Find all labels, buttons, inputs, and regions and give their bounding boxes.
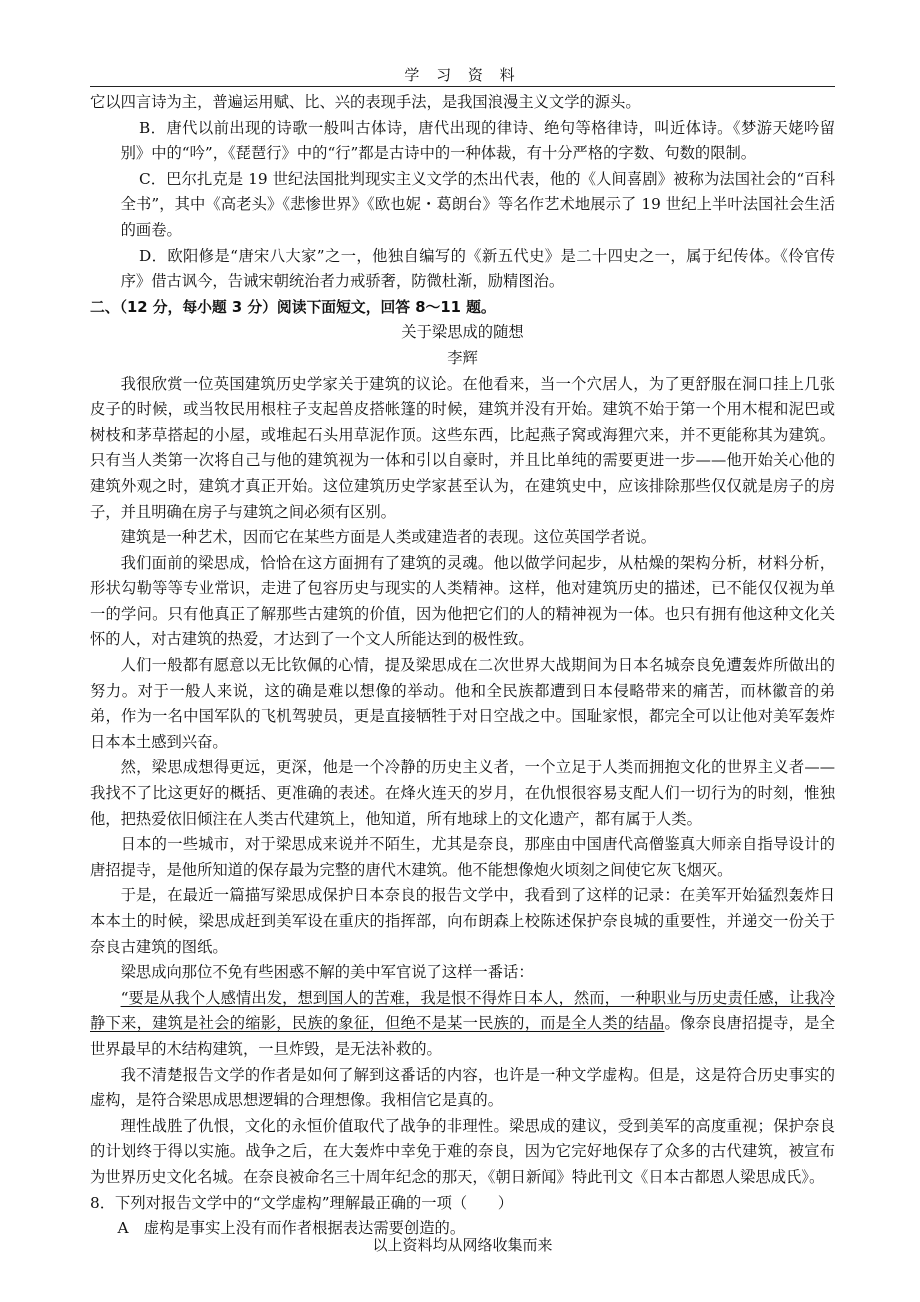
- article-paragraph-11: 理性战胜了仇恨，文化的永恒价值取代了战争的非理性。梁思成的建议，受到美军的高度重视；保护奈良的计划终于得以实施。战争之后，在大轰炸中幸免于难的奈良，因为它完好地保存了众多的古代建筑，被宣布为世界历史文化名城。在奈良被命名三十周年纪念的那天，《朝日新闻》特此刊文《日本古都恩人梁思成氏》。: [90, 1116, 835, 1186]
- underlined-quote: “要是从我个人感情出发，想到国人的苦难，我是恨不得炸日本人，然而，一种职业与历史责任感，让我冷静下来，建筑是社会的缩影，民族的象征，但绝不是某一民族的，而是全人类的结晶: [90, 988, 835, 1033]
- article-paragraph-7: 于是，在最近一篇描写梁思成保护日本奈良的报告文学中，我看到了这样的记录：在美军开始猛烈轰炸日本本土的时候，梁思成赶到美军设在重庆的指挥部，向布朗森上校陈述保护奈良城的重要性，并递交一份关于奈良古建筑的图纸。: [90, 886, 835, 956]
- article-paragraph-8: 梁思成向那位不免有些困惑不解的美中军官说了这样一番话：: [120, 963, 534, 982]
- page-footer: 以上资料均从网络收集而来: [372, 1236, 553, 1254]
- article-paragraph-9: [90, 986, 835, 1063]
- article-paragraph-4: 人们一般都有愿意以无比钦佩的心情，提及梁思成在二次世界大战期间为日本名城奈良免遭轰炸所做出的努力。对于一般人来说，这的确是难以想像的举动。他和全民族都遭到日本侵略带来的痛苦，而林徽音的弟弟，作为一名中国军队的飞机驾驶员，更是直接牺牲于对日空战之中。国耻家恨，都完全可以让他对美军轰炸日本本土感到兴奋。: [90, 656, 835, 751]
- article-paragraph-1: 我很欣赏一位英国建筑历史学家关于建筑的议论。在他看来，当一个穴居人，为了更舒服在洞口挂上几张皮子的时候，或当牧民用根柱子支起兽皮搭帐篷的时候，建筑并没有开始。建筑不始于第一个用木棍和泥巴或树枝和茅草搭起的小屋，或堆起石头用草泥作顶。这些东西，比起燕子窝或海狸穴来，并不更能称其为建筑。只有当人类第一次将自己与他的建筑视为一体和引以自豪时，并且比单纯的需要更进一步——他开始关心他的建筑外观之时，建筑才真正开始。这位建筑历史学家甚至认为，在建筑史中，应该排除那些仅仅就是房子的房子，并且明确在房子与建筑之间必须有区别。: [90, 374, 835, 521]
- option-c: C．巴尔扎克是 19 世纪法国批判现实主义文学的杰出代表，他的《人间喜剧》被称为法国社会的“百科全书”，其中《高老头》《悲惨世界》《欧也妮・葛朗台》等名作艺术地展示了 19 世纪上半叶法国社会生活的画卷。: [120, 169, 835, 239]
- article-paragraph-10: 我不清楚报告文学的作者是如何了解到这番话的内容，也许是一种文学虚构。但是，这是符合历史事实的虚构，是符合梁思成思想逻辑的合理想像。我相信它是真的。: [90, 1065, 835, 1110]
- document-body: [90, 90, 835, 1242]
- paragraph-line-1: 它以四言诗为主，普遍运用赋、比、兴的表现手法，是我国浪漫主义文学的源头。: [90, 93, 641, 111]
- section-two-heading: 二、（12 分，每小题 3 分）阅读下面短文，回答 8～11 题。: [90, 298, 496, 316]
- option-b: B．唐代以前出现的诗歌一般叫古体诗，唐代出现的律诗、绝句等格律诗，叫近体诗。《梦游天姥吟留别》中的“吟”，《琵琶行》中的“行”都是古诗中的一种体裁，有十分严格的字数、句数的限制。: [120, 118, 835, 163]
- article-paragraph-6: 日本的一些城市，对于梁思成来说并不陌生，尤其是奈良，那座由中国唐代高僧鉴真大师亲自指导设计的唐招提寺，是他所知道的保存最为完整的唐代木建筑。他不能想像炮火顷刻之间使它灰飞烟灭。: [90, 835, 835, 879]
- header-rule: [90, 86, 835, 87]
- article-title: 关于梁思成的随想: [401, 323, 524, 342]
- article-paragraph-5: 然，梁思成想得更远，更深，他是一个冷静的历史主义者，一个立足于人类而拥抱文化的世界主义者——我找不了比这更好的概括、更准确的表述。在烽火连天的岁月，在仇恨很容易支配人们一切行为的时刻，惟独他，把热爱依旧倾注在人类古代建筑上，他知道，所有地球上的文化遗产，都有属于人类。: [90, 758, 835, 828]
- page-header: 学 习 资 料: [404, 66, 521, 84]
- article-author: 李辉: [447, 348, 478, 367]
- article-paragraph-3: 我们面前的梁思成，恰恰在这方面拥有了建筑的灵魂。他以做学问起步，从枯燥的架构分析，材料分析，形状勾勒等等专业常识，走进了包容历史与现实的人类精神。这样，他对建筑历史的描述，已不能仅仅视为单一的学问。只有他真正了解那些古建筑的价值，因为他把它们的人的精神视为一体。也只有拥有他这种文化关怀的人，对古建筑的热爱，才达到了一个文人所能达到的极性致。: [90, 553, 835, 649]
- question-8: 8．下列对报告文学中的“文学虚构”理解最正确的一项（ ）: [90, 1193, 514, 1212]
- quote-continuation: 。像奈良唐招提寺，是全世界最早的木结构建筑，一旦炸毁，是无法补救的。: [90, 1014, 835, 1058]
- article-paragraph-2: 建筑是一种艺术，因而它在某些方面是人类或建造者的表现。这位英国学者说。: [120, 528, 656, 547]
- option-d: D．欧阳修是“唐宋八大家”之一，他独自编写的《新五代史》是二十四史之一，属于纪传体。《伶官传序》借古讽今，告诫宋朝统治者力戒骄奢，防微杜渐，励精图治。: [120, 246, 835, 291]
- question-8-option-a: A 虚构是事实上没有而作者根据表达需要创造的。: [117, 1219, 466, 1238]
